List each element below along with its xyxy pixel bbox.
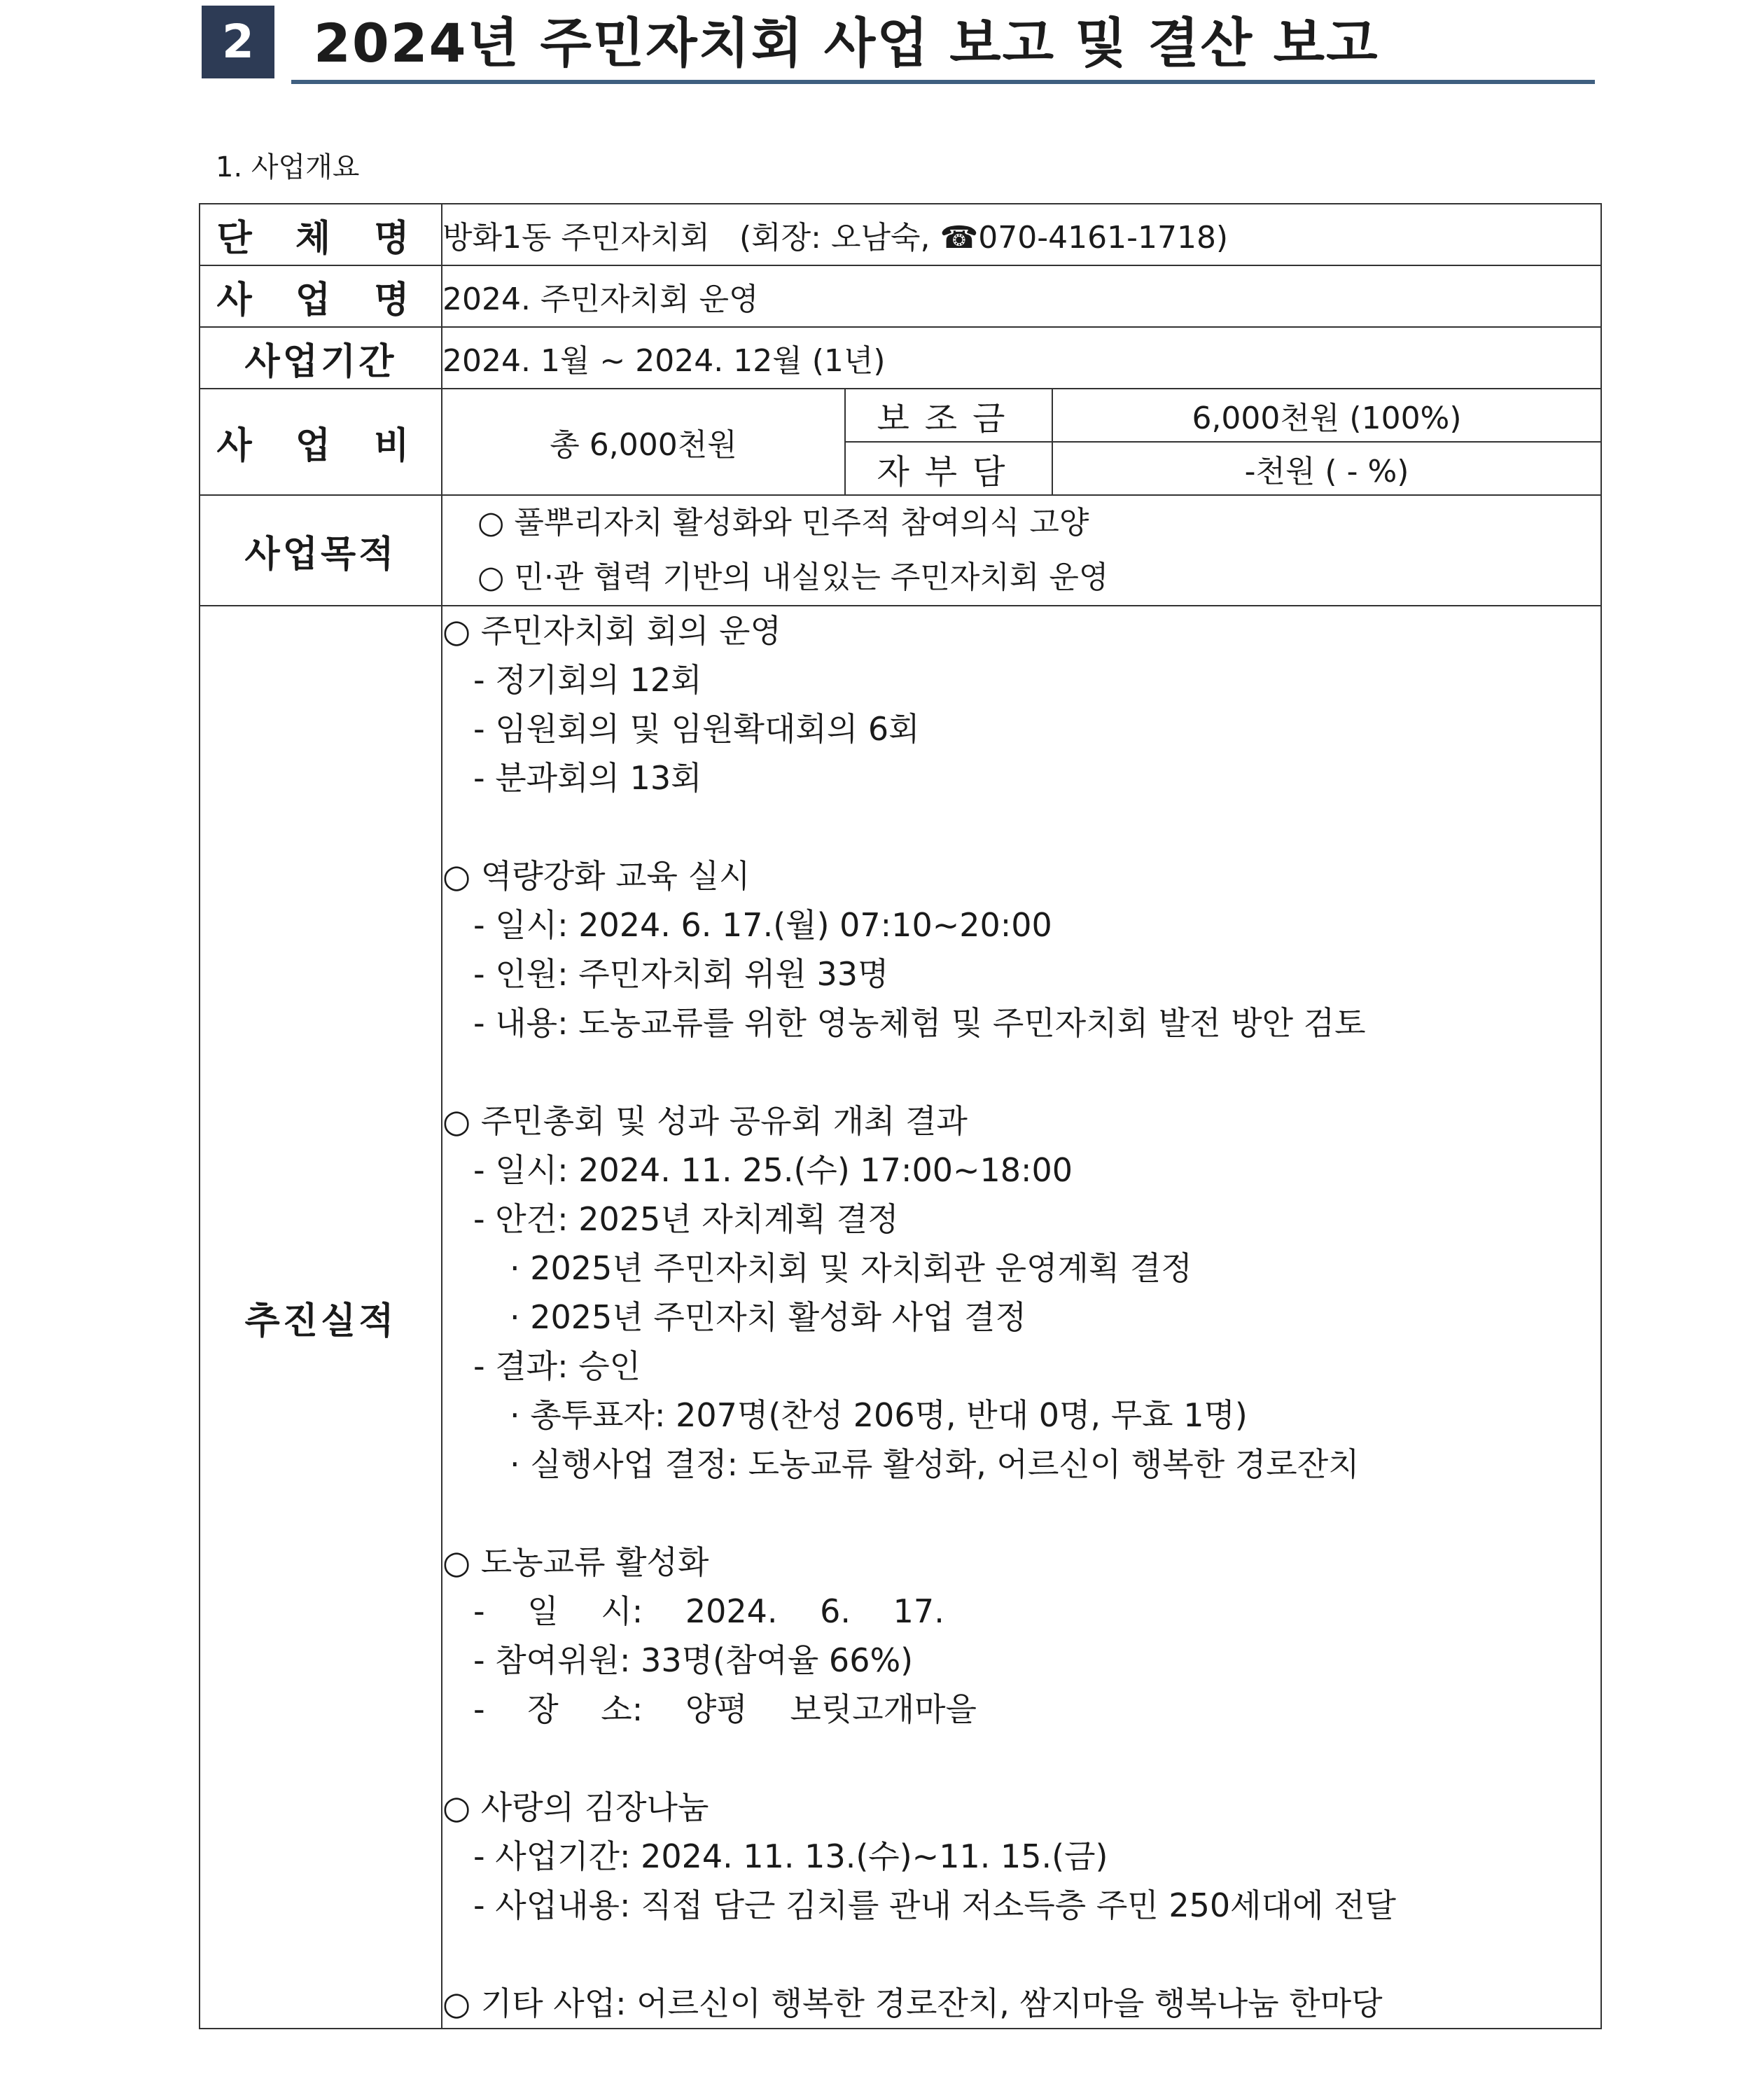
perf-heading: ○ 사랑의 김장나눔 [442,1788,709,1826]
perf-heading: ○ 주민총회 및 성과 공유회 개최 결과 [442,1102,968,1140]
perf-subitem: · 2025년 주민자치 활성화 사업 결정 [510,1298,1027,1336]
overview-table [199,203,1602,2029]
perf-group-training [442,851,1600,1048]
period-label: 사업기간 [200,327,442,389]
perf-subitem: · 2025년 주민자치회 및 자치회관 운영계획 결정 [510,1249,1192,1287]
period-value: 2024. 1월 ~ 2024. 12월 (1년) [442,327,1601,389]
perf-heading: ○ 기타 사업: 어르신이 행복한 경로잔치, 쌈지마을 행복나눔 한마당 [442,1984,1383,2022]
project-value: 2024. 주민자치회 운영 [442,265,1601,327]
perf-item: - 참여위원: 33명(참여율 66%) [473,1641,914,1679]
period-row [200,327,1601,389]
project-row [200,265,1601,327]
goal-line: ○ 풀뿌리자치 활성화와 민주적 참여의식 고양 [477,505,1089,541]
perf-item: - 정기회의 12회 [473,661,702,699]
cost-row-1 [200,389,1601,442]
performance-content [442,606,1601,2029]
goal-line: ○ 민·관 협력 기반의 내실있는 주민자치회 운영 [477,559,1109,595]
perf-item: - 일 시: 2024. 6. 17. [473,1592,944,1630]
goal-label: 사업목적 [200,495,442,606]
perf-item: - 사업내용: 직접 담근 김치를 관내 저소득층 주민 250세대에 전달 [473,1886,1396,1924]
org-label: 단 체 명 [200,204,442,265]
title-underline [291,80,1595,84]
self-pay-value: -천원 ( - %) [1052,442,1601,495]
cost-total: 총 6,000천원 [442,389,845,495]
perf-group-urban-rural [442,1538,1600,1734]
project-label: 사 업 명 [200,265,442,327]
perf-item: - 안건: 2025년 자치계획 결정 [473,1200,899,1238]
perf-subitem: · 실행사업 결정: 도농교류 활성화, 어르신이 행복한 경로잔치 [510,1445,1360,1483]
perf-item: - 결과: 승인 [473,1347,641,1385]
perf-group-meetings [442,606,1600,802]
self-pay-label: 자부담 [845,442,1052,495]
perf-item: - 사업기간: 2024. 11. 13.(수)~11. 15.(금) [473,1837,1108,1875]
goal-content [442,495,1601,606]
section-header [202,6,1595,84]
perf-group-general-assembly [442,1097,1600,1489]
perf-group-other [442,1979,1600,2028]
perf-group-kimjang [442,1783,1600,1930]
perf-item: - 인원: 주민자치회 위원 33명 [473,955,889,993]
perf-heading: ○ 역량강화 교육 실시 [442,857,751,895]
perf-item: - 내용: 도농교류를 위한 영농체험 및 주민자치회 발전 방안 검토 [473,1004,1366,1042]
perf-item: - 장 소: 양평 보릿고개마을 [473,1690,977,1728]
section-number-badge: 2 [202,6,274,78]
goal-row [200,495,1601,606]
perf-item: - 임원회의 및 임원확대회의 6회 [473,710,920,748]
perf-item: - 분과회의 13회 [473,759,702,797]
perf-heading: ○ 도농교류 활성화 [442,1543,709,1581]
overview-heading: 1. 사업개요 [216,151,360,183]
perf-item: - 일시: 2024. 11. 25.(수) 17:00~18:00 [473,1151,1073,1189]
page-title: 2024년 주민자치회 사업 보고 및 결산 보고 [314,12,1379,74]
org-value: 방화1동 주민자치회 (회장: 오남숙, ☎070-4161-1718) [442,204,1601,265]
performance-label: 추진실적 [200,606,442,2029]
performance-row [200,606,1601,2029]
subsidy-label: 보조금 [845,389,1052,442]
perf-item: - 일시: 2024. 6. 17.(월) 07:10~20:00 [473,906,1052,944]
org-row [200,204,1601,265]
cost-label: 사 업 비 [200,389,442,495]
subsidy-value: 6,000천원 (100%) [1052,389,1601,442]
perf-subitem: · 총투표자: 207명(찬성 206명, 반대 0명, 무효 1명) [510,1396,1248,1434]
perf-heading: ○ 주민자치회 회의 운영 [442,612,781,650]
